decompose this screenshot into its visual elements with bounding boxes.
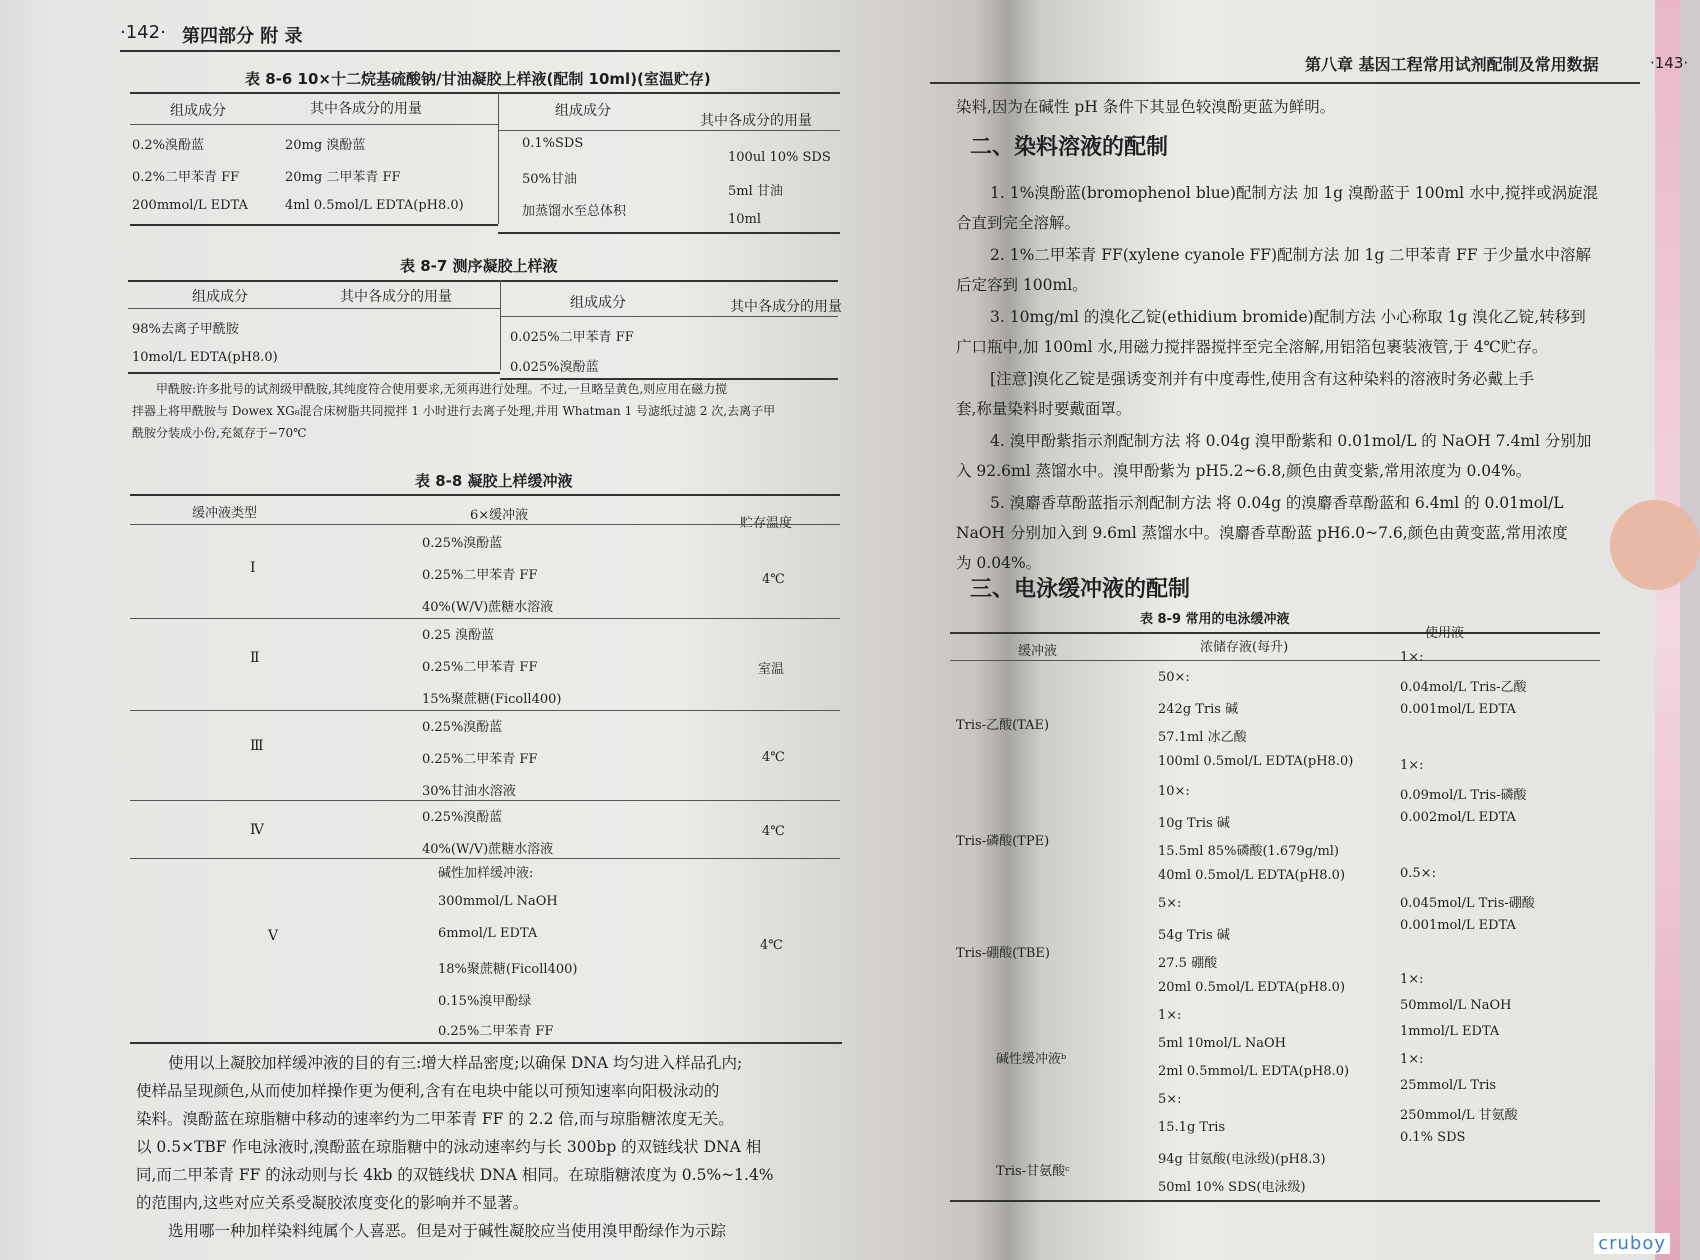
table-note: 拌器上将甲酰胺与 Dowex XG₈混合床树脂共同搅拌 1 小时进行去离子处理,并用 Whatman 1 号滤纸过滤 2 次,去离子甲 — [132, 404, 776, 418]
right-page — [930, 0, 1689, 1260]
table-rule — [128, 280, 838, 282]
working-item: 0.001mol/L EDTA — [1400, 918, 1516, 933]
intro-line: 染料,因为在碱性 pH 条件下其显色较溴酚更蓝为鲜明。 — [956, 98, 1336, 116]
working-item: 1mmol/L EDTA — [1400, 1024, 1500, 1039]
stock-item: 57.1ml 冰乙酸 — [1158, 730, 1247, 745]
table-8-9-title: 表 8-9 常用的电泳缓冲液 — [1140, 612, 1290, 627]
stock-item: 27.5 硼酸 — [1158, 956, 1218, 971]
stock-item: 50ml 10% SDS(电泳级) — [1158, 1180, 1306, 1195]
working-item: 0.045mol/L Tris-硼酸 — [1400, 896, 1535, 911]
table-divider — [498, 92, 499, 224]
buffer-item: 6mmol/L EDTA — [438, 926, 538, 941]
table-cell: 0.025%二甲苯青 FF — [510, 330, 634, 345]
stock-item: 54g Tris 碱 — [1158, 928, 1230, 943]
table-cell: 10mol/L EDTA(pH8.0) — [132, 350, 278, 365]
buffer-item: 0.25%二甲苯青 FF — [422, 752, 538, 767]
stock-item: 50×: — [1158, 670, 1190, 685]
table-rule — [128, 308, 500, 309]
buffer-name: Tris-乙酸(TAE) — [956, 718, 1050, 733]
method-line: 为 0.04%。 — [956, 554, 1042, 572]
buffer-item: 18%聚蔗糖(Ficoll400) — [438, 962, 578, 977]
buffer-item: 碱性加样缓冲液: — [438, 866, 534, 881]
right-page-number: ·143· — [1650, 54, 1689, 72]
buffer-type: Ⅴ — [268, 928, 279, 944]
background-fabric — [1655, 0, 1680, 1260]
paragraph-line: 以 0.5×TBF 作电泳液时,溴酚蓝在琼脂糖中的泳动速率约与长 300bp 的双链线状 DNA 相 — [136, 1138, 762, 1156]
table-rule — [130, 710, 840, 711]
table-cell: 100ul 10% SDS — [728, 150, 831, 165]
table-cell: 20mg 二甲苯青 FF — [285, 170, 401, 185]
method-line: 2. 1%二甲苯青 FF(xylene cyanole FF)配制方法 加 1g 二甲苯青 FF 于少量水中溶解 — [990, 246, 1592, 264]
table-header: 组成成分 — [570, 295, 626, 311]
table-header: 其中各成分的用量 — [700, 113, 812, 129]
table-rule — [950, 632, 1600, 634]
table-cell: 4ml 0.5mol/L EDTA(pH8.0) — [285, 198, 464, 213]
header-rule — [120, 50, 840, 52]
method-line: 后定容到 100ml。 — [956, 276, 1088, 294]
stock-item: 242g Tris 碱 — [1158, 702, 1239, 717]
buffer-type: Ⅳ — [250, 822, 264, 838]
paragraph-line: 选用哪一种加样染料纯属个人喜恶。但是对于碱性凝胶应当使用溴甲酚绿作为示踪 — [168, 1222, 727, 1240]
method-line: 4. 溴甲酚紫指示剂配制方法 将 0.04g 溴甲酚紫和 0.01mol/L 的 NaOH 7.4ml 分别加 — [990, 432, 1592, 450]
stock-item: 1×: — [1158, 1008, 1182, 1023]
buffer-item: 0.25%溴酚蓝 — [422, 720, 503, 735]
table-rule — [950, 660, 1600, 661]
left-page-number: ·142· — [120, 22, 166, 43]
table-header: 贮存温度 — [740, 516, 793, 531]
table-rule — [130, 800, 840, 801]
working-item: 1×: — [1400, 1052, 1424, 1067]
table-rule — [130, 858, 840, 859]
table-rule — [130, 224, 498, 226]
table-header: 缓冲液类型 — [192, 506, 258, 521]
table-rule — [130, 124, 498, 125]
method-line: 5. 溴麝香草酚蓝指示剂配制方法 将 0.04g 的溴麝香草酚蓝和 6.4ml 的 0.01mol/L — [990, 494, 1564, 512]
stock-item: 10×: — [1158, 784, 1190, 799]
buffer-temp: 室温 — [758, 662, 785, 677]
stock-item: 40ml 0.5mol/L EDTA(pH8.0) — [1158, 868, 1346, 883]
table-header: 其中各成分的用量 — [310, 101, 422, 117]
buffer-name: Tris-甘氨酸ᶜ — [996, 1164, 1070, 1179]
method-line: 3. 10mg/ml 的溴化乙锭(ethidium bromide)配制方法 小心称取 1g 溴化乙锭,转移到 — [990, 308, 1586, 326]
buffer-name: Tris-硼酸(TBE) — [956, 946, 1050, 961]
buffer-type: Ⅱ — [250, 650, 260, 666]
table-header: 使用液 — [1425, 626, 1465, 641]
buffer-item: 0.25%溴酚蓝 — [422, 536, 503, 551]
table-rule — [950, 1200, 1600, 1202]
buffer-temp: 4℃ — [762, 750, 785, 765]
table-rule — [498, 130, 840, 131]
table-cell: 0.025%溴酚蓝 — [510, 360, 599, 375]
buffer-item: 40%(W/V)蔗糖水溶液 — [422, 842, 554, 857]
thumb — [1610, 500, 1700, 590]
buffer-item: 0.25%溴酚蓝 — [422, 810, 503, 825]
buffer-temp: 4℃ — [762, 572, 785, 587]
table-note: 酰胺分装成小份,充氮存于−70℃ — [132, 426, 307, 440]
stock-item: 5ml 10mol/L NaOH — [1158, 1036, 1287, 1051]
stock-item: 20ml 0.5mol/L EDTA(pH8.0) — [1158, 980, 1346, 995]
table-cell: 200mmol/L EDTA — [132, 198, 248, 213]
method-line: 入 92.6ml 蒸馏水中。溴甲酚紫为 pH5.2~6.8,颜色由黄变紫,常用浓度为 0.04%。 — [956, 462, 1532, 480]
table-cell: 0.2%溴酚蓝 — [132, 138, 205, 153]
buffer-item: 40%(W/V)蔗糖水溶液 — [422, 600, 554, 615]
method-line: NaOH 分别加入到 9.6ml 蒸馏水中。溴麝香草酚蓝 pH6.0~7.6,颜色由黄变蓝,常用浓度 — [956, 524, 1568, 542]
working-item: 1×: — [1400, 650, 1424, 665]
stock-item: 10g Tris 碱 — [1158, 816, 1230, 831]
table-cell: 98%去离子甲酰胺 — [132, 322, 239, 337]
stock-item: 100ml 0.5mol/L EDTA(pH8.0) — [1158, 754, 1354, 769]
buffer-type: Ⅲ — [250, 738, 264, 754]
working-item: 0.001mol/L EDTA — [1400, 702, 1516, 717]
right-page-chapter: 第八章 基因工程常用试剂配制及常用数据 — [1305, 55, 1599, 74]
paragraph-line: 同,而二甲苯青 FF 的泳动则与长 4kb 的双链线状 DNA 相同。在琼脂糖浓度为 0.5%~1.4% — [136, 1166, 774, 1184]
paragraph-line: 染料。溴酚蓝在琼脂糖中移动的速率约为二甲苯青 FF 的 2.2 倍,而与琼脂糖浓度无关。 — [136, 1110, 734, 1128]
table-header: 6×缓冲液 — [470, 508, 529, 523]
table-cell: 20mg 溴酚蓝 — [285, 138, 366, 153]
table-header: 组成成分 — [170, 103, 226, 119]
section-2-title: 二、染料溶液的配制 — [970, 135, 1169, 160]
method-line: 合直到完全溶解。 — [956, 214, 1081, 232]
table-note: 甲酰胺:许多批号的试剂级甲酰胺,其纯度符合使用要求,无须再进行处理。不过,一旦略呈黄色,则应用在磁力搅 — [156, 382, 728, 396]
table-divider — [500, 280, 501, 370]
table-rule — [498, 232, 840, 234]
left-page — [10, 0, 900, 1260]
table-8-8-title: 表 8-8 凝胶上样缓冲液 — [415, 472, 573, 490]
table-header: 浓储存液(每升) — [1200, 640, 1289, 655]
working-item: 25mmol/L Tris — [1400, 1078, 1497, 1093]
table-rule — [500, 316, 838, 317]
left-page-part: 第四部分 附 录 — [182, 26, 303, 47]
working-item: 0.5×: — [1400, 866, 1436, 881]
table-rule — [130, 618, 840, 619]
stock-item: 2ml 0.5mmol/L EDTA(pH8.0) — [1158, 1064, 1350, 1079]
stock-item: 94g 甘氨酸(电泳级)(pH8.3) — [1158, 1152, 1326, 1167]
method-line: 1. 1%溴酚蓝(bromophenol blue)配制方法 加 1g 溴酚蓝于 100ml 水中,搅拌或涡旋混 — [990, 184, 1598, 202]
paragraph-line: 使用以上凝胶加样缓冲液的目的有三:增大样品密度;以确保 DNA 均匀进入样品孔内; — [168, 1054, 743, 1072]
buffer-temp: 4℃ — [760, 938, 783, 953]
buffer-item: 15%聚蔗糖(Ficoll400) — [422, 692, 562, 707]
stock-item: 15.1g Tris — [1158, 1120, 1226, 1135]
table-8-7-title: 表 8-7 测序凝胶上样液 — [400, 257, 558, 275]
method-line: [注意]溴化乙锭是强诱变剂并有中度毒性,使用含有这种染料的溶液时务必戴上手 — [990, 370, 1535, 388]
working-item: 1×: — [1400, 972, 1424, 987]
table-rule — [130, 524, 840, 525]
buffer-name: Tris-磷酸(TPE) — [956, 834, 1050, 849]
table-cell: 50%甘油 — [522, 172, 577, 187]
table-header: 组成成分 — [555, 103, 611, 119]
section-3-title: 三、电泳缓冲液的配制 — [970, 577, 1191, 602]
table-rule — [130, 92, 840, 94]
table-8-6-title: 表 8-6 10×十二烷基硫酸钠/甘油凝胶上样液(配制 10ml)(室温贮存) — [245, 70, 711, 88]
working-item: 1×: — [1400, 758, 1424, 773]
method-line: 广口瓶中,加 100ml 水,用磁力搅拌器搅拌至完全溶解,用铝箔包裹装液管,于 4℃贮存。 — [956, 338, 1548, 356]
buffer-item: 0.25%二甲苯青 FF — [422, 660, 538, 675]
buffer-temp: 4℃ — [762, 824, 785, 839]
buffer-item: 0.25%二甲苯青 FF — [422, 568, 538, 583]
table-header: 其中各成分的用量 — [340, 289, 452, 305]
table-cell: 加蒸馏水至总体积 — [522, 204, 627, 219]
table-rule — [128, 372, 500, 374]
method-line: 套,称量染料时要戴面罩。 — [956, 400, 1132, 418]
buffer-item: 0.25 溴酚蓝 — [422, 628, 495, 643]
table-cell: 5ml 甘油 — [728, 184, 783, 199]
table-cell: 0.2%二甲苯青 FF — [132, 170, 240, 185]
table-header: 缓冲液 — [1018, 644, 1058, 659]
working-item: 0.1% SDS — [1400, 1130, 1466, 1145]
working-item: 0.09mol/L Tris-磷酸 — [1400, 788, 1527, 803]
table-rule — [130, 494, 840, 496]
table-header: 组成成分 — [192, 289, 248, 305]
working-item: 0.04mol/L Tris-乙酸 — [1400, 680, 1527, 695]
table-cell: 0.1%SDS — [522, 136, 584, 151]
table-cell: 10ml — [728, 212, 762, 227]
buffer-item: 300mmol/L NaOH — [438, 894, 558, 909]
buffer-item: 0.25%二甲苯青 FF — [438, 1024, 554, 1039]
paragraph-line: 使样品呈现颜色,从而使加样操作更为便利,含有在电块中能以可预知速率向阳极泳动的 — [136, 1082, 720, 1100]
watermark: cruboy — [1594, 1233, 1670, 1254]
working-item: 0.002mol/L EDTA — [1400, 810, 1516, 825]
paragraph-line: 的范围内,这些对应关系受凝胶浓度变化的影响并不显著。 — [136, 1194, 529, 1212]
working-item: 250mmol/L 甘氨酸 — [1400, 1108, 1518, 1123]
stock-item: 15.5ml 85%磷酸(1.679g/ml) — [1158, 844, 1340, 859]
buffer-name: 碱性缓冲液ᵇ — [996, 1052, 1067, 1067]
working-item: 50mmol/L NaOH — [1400, 998, 1512, 1013]
buffer-item: 30%甘油水溶液 — [422, 784, 516, 799]
table-header: 其中各成分的用量 — [730, 299, 842, 315]
buffer-item: 0.15%溴甲酚绿 — [438, 994, 532, 1009]
stock-item: 5×: — [1158, 1092, 1182, 1107]
stock-item: 5×: — [1158, 896, 1182, 911]
table-rule — [130, 1042, 842, 1044]
header-rule — [930, 82, 1640, 84]
buffer-type: Ⅰ — [250, 560, 256, 576]
